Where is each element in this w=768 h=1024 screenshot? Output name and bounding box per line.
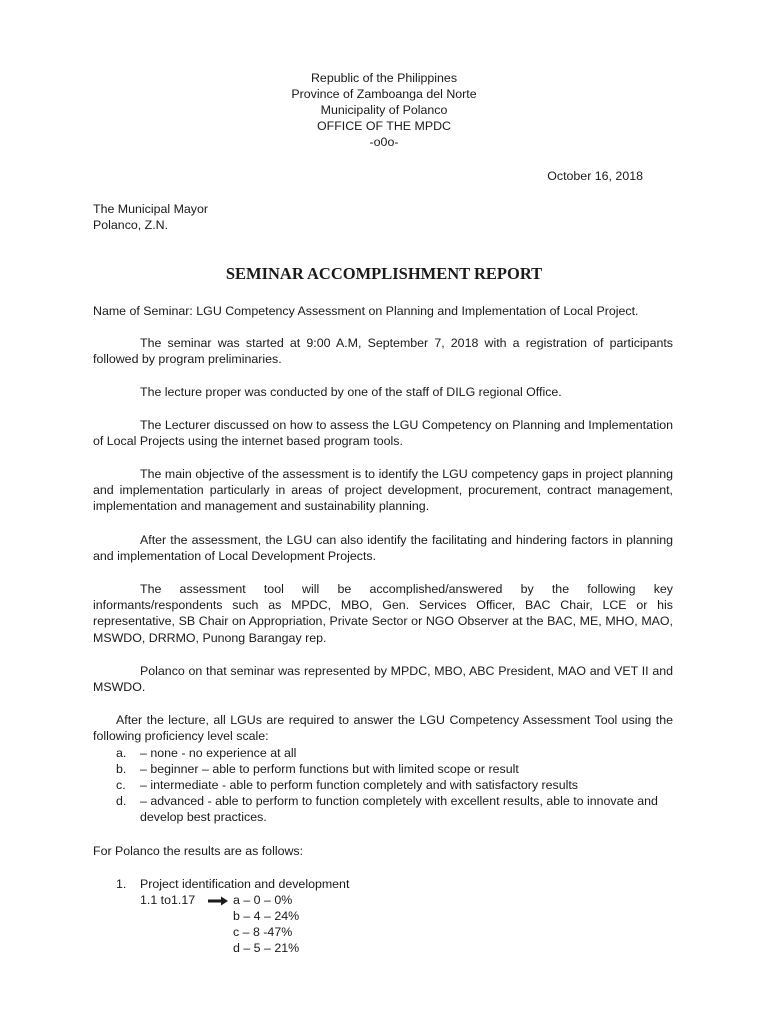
- recipient-title: The Municipal Mayor: [93, 202, 209, 216]
- results-range: 1.1 to1.17: [140, 893, 196, 907]
- list-marker: c.: [116, 778, 126, 792]
- list-text: – none - no experience at all: [140, 746, 297, 760]
- paragraph-start: The seminar was started at 9:00 A.M, September 7, 2018 with a registration of participants followed by program preliminaries.: [93, 336, 673, 367]
- list-text: – beginner – able to perform functions but with limited scope or result: [140, 762, 519, 776]
- document-title: SEMINAR ACCOMPLISHMENT REPORT: [225, 264, 543, 283]
- list-marker: a.: [116, 746, 127, 760]
- results-item-marker: 1.: [116, 877, 127, 891]
- paragraph-lecturer: The Lecturer discussed on how to assess the LGU Competency on Planning and Implementation of Local Projects using the internet based program tools.: [93, 418, 673, 449]
- document-date: October 16, 2018: [547, 169, 643, 183]
- letterhead-line-1: Republic of the Philippines: [310, 71, 458, 85]
- result-value: d – 5 – 21%: [233, 941, 300, 955]
- paragraph-assessment: After the assessment, the LGU can also identify the facilitating and hindering factors in planning and implementation of Local Development Projects.: [93, 533, 673, 564]
- recipient-address: Polanco, Z.N.: [93, 218, 169, 232]
- list-text: – intermediate - able to perform function completely and with satisfactory results: [140, 778, 579, 792]
- list-marker: b.: [116, 762, 127, 776]
- letterhead-office: OFFICE OF THE MPDC: [316, 119, 451, 133]
- paragraph-representation: Polanco on that seminar was represented by MPDC, MBO, ABC President, MAO and VET II and MSWDO.: [93, 664, 673, 695]
- paragraph-objective: The main objective of the assessment is to identify the LGU competency gaps in project planning and implementation particularly in areas of project development, procurement, contract management, implementation and management and sustainability planning.: [93, 467, 673, 514]
- letterhead-separator: -o0o-: [369, 135, 399, 149]
- list-text: – advanced - able to perform to function completely with excellent results, able to innovate and develop best practices.: [140, 794, 658, 825]
- letterhead-line-2: Province of Zamboanga del Norte: [291, 87, 477, 101]
- result-value: a – 0 – 0%: [233, 893, 293, 907]
- result-value: c – 8 -47%: [233, 925, 293, 939]
- list-marker: d.: [116, 794, 127, 808]
- letterhead-line-3: Municipality of Polanco: [320, 103, 448, 117]
- right-arrow-icon: [207, 896, 229, 906]
- results-intro: For Polanco the results are as follows:: [93, 844, 304, 858]
- results-item-title: Project identification and development: [140, 877, 350, 891]
- paragraph-lecture: The lecture proper was conducted by one of the staff of DILG regional Office.: [140, 385, 562, 399]
- result-value: b – 4 – 24%: [233, 909, 300, 923]
- seminar-name: Name of Seminar: LGU Competency Assessment on Planning and Implementation of Local Project.: [93, 304, 639, 318]
- paragraph-respondents: The assessment tool will be accomplished/answered by the following key informants/respondents such as MPDC, MBO, Gen. Services Officer, BAC Chair, LCE or his representative, SB Chair on Appropriation, Private Sector or NGO Observer at the BAC, ME, MHO, MAO, MSWDO, DRRMO, Punong Barangay rep.: [93, 582, 673, 645]
- paragraph-scale-intro: After the lecture, all LGUs are required to answer the LGU Competency Assessment Tool using the following proficiency level scale:: [93, 713, 673, 744]
